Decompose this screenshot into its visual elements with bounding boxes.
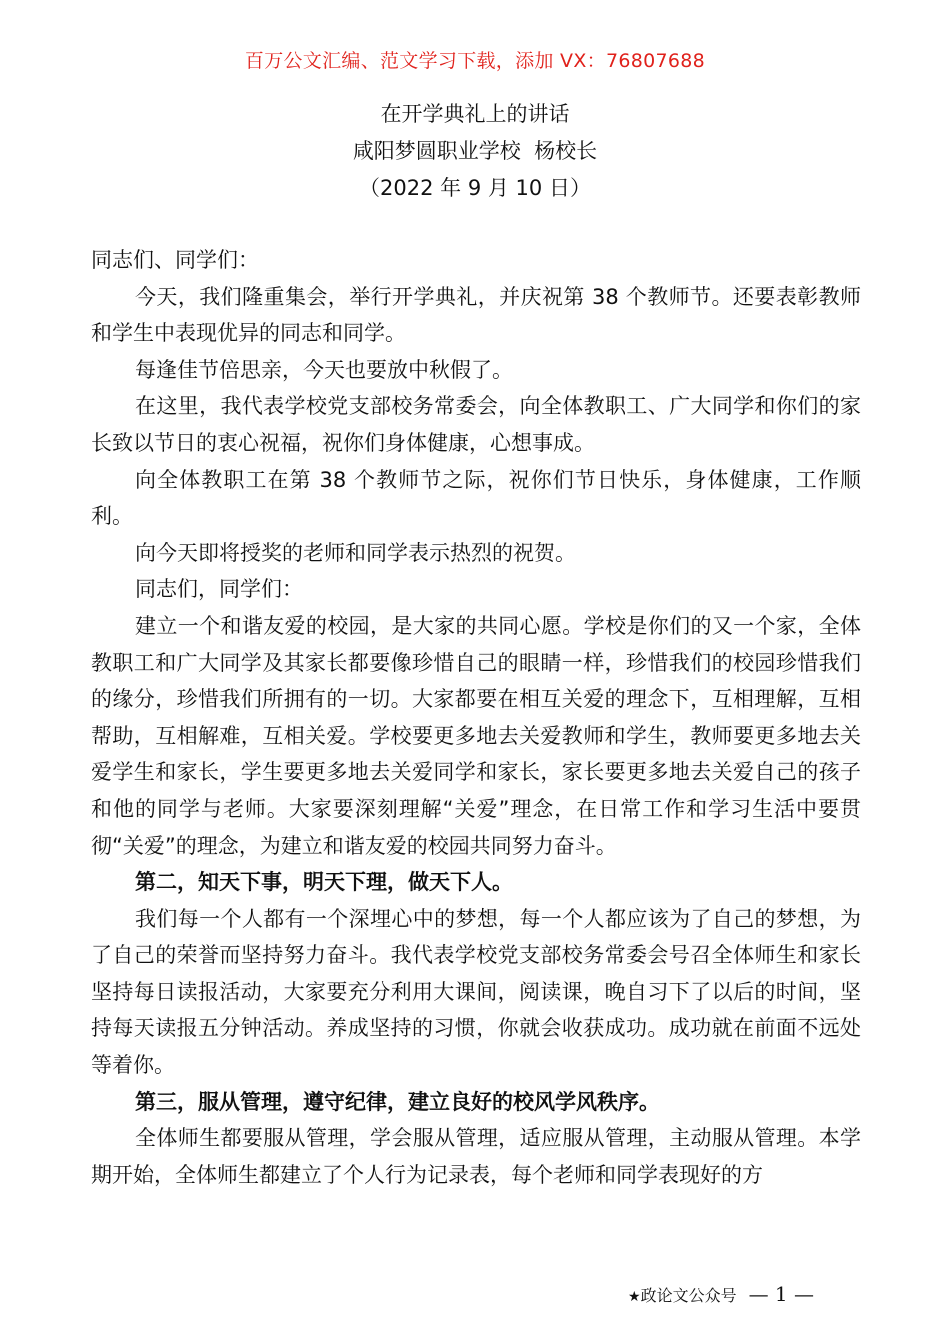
paragraph: 每逢佳节倍思亲，今天也要放中秋假了。 xyxy=(135,357,513,382)
paragraph: 在这里，我代表学校党支部校务常委会，向全体教职工、广大同学和你们的家长致以节日的衷心祝福，祝你们身体健康，心想事成。 xyxy=(91,394,861,455)
paragraph: 同志们，同学们： xyxy=(135,577,303,602)
speaker-line: 咸阳梦圆职业学校 杨校长 xyxy=(352,139,598,163)
paragraph: 向全体教职工在第 38 个教师节之际，祝你们节日快乐，身体健康，工作顺利。 xyxy=(91,467,861,529)
footer-label: 政论文公众号 xyxy=(640,1286,737,1305)
section-heading: 第二，知天下事，明天下理，做天下人。 xyxy=(135,870,513,895)
paragraph: 全体师生都要服从管理，学会服从管理，适应服从管理，主动服从管理。本学期开始，全体师生都建立了个人行为记录表，每个老师和同学表现好的方 xyxy=(91,1126,861,1187)
title-block xyxy=(0,96,950,207)
paragraph: 我们每一个人都有一个深埋心中的梦想，每一个人都应该为了自己的梦想，为了自己的荣誉而坚持努力奋斗。我代表学校党支部校务常委会号召全体师生和家长坚持每日读报活动，大家要充分利用大课间，阅读课，晚自习下了以后的时间，坚持每天读报五分钟活动。养成坚持的习惯，你就会收获成功。成功就在前面不远处等着你。 xyxy=(91,906,861,1078)
paragraph: 向今天即将授奖的老师和同学表示热烈的祝贺。 xyxy=(135,540,576,565)
page-number: — 1 — xyxy=(748,1282,815,1306)
section-heading: 第三，服从管理，遵守纪律，建立良好的校风学风秩序。 xyxy=(135,1089,660,1114)
speech-date: （2022 年 9 月 10 日） xyxy=(359,176,591,200)
watermark-text: 百万公文汇编、范文学习下载，添加 VX：76807688 xyxy=(244,50,706,72)
page-footer xyxy=(628,1282,814,1306)
speech-body xyxy=(91,242,861,1193)
paragraph: 建立一个和谐友爱的校园，是大家的共同心愿。学校是你们的又一个家，全体教职工和广大同学及其家长都要像珍惜自己的眼睛一样，珍惜我们的校园珍惜我们的缘分，珍惜我们所拥有的一切。大家都要在相互关爱的理念下，互相理解，互相帮助，互相解难，互相关爱。学校要更多地去关爱教师和学生，教师要更多地去关爱学生和家长，学生要更多地去关爱同学和家长，家长要更多地去关爱自己的孩子和他的同学与老师。大家要深刻理解“关爱”理念，在日常工作和学习生活中要贯彻“关爱”的理念，为建立和谐友爱的校园共同努力奋斗。 xyxy=(91,613,861,858)
paragraph: 今天，我们隆重集会，举行开学典礼，并庆祝第 38 个教师节。还要表彰教师和学生中表现优异的同志和同学。 xyxy=(91,284,861,346)
speech-title: 在开学典礼上的讲话 xyxy=(380,102,570,126)
star-icon: ★ xyxy=(628,1289,641,1305)
paragraph: 同志们、同学们： xyxy=(91,248,259,272)
